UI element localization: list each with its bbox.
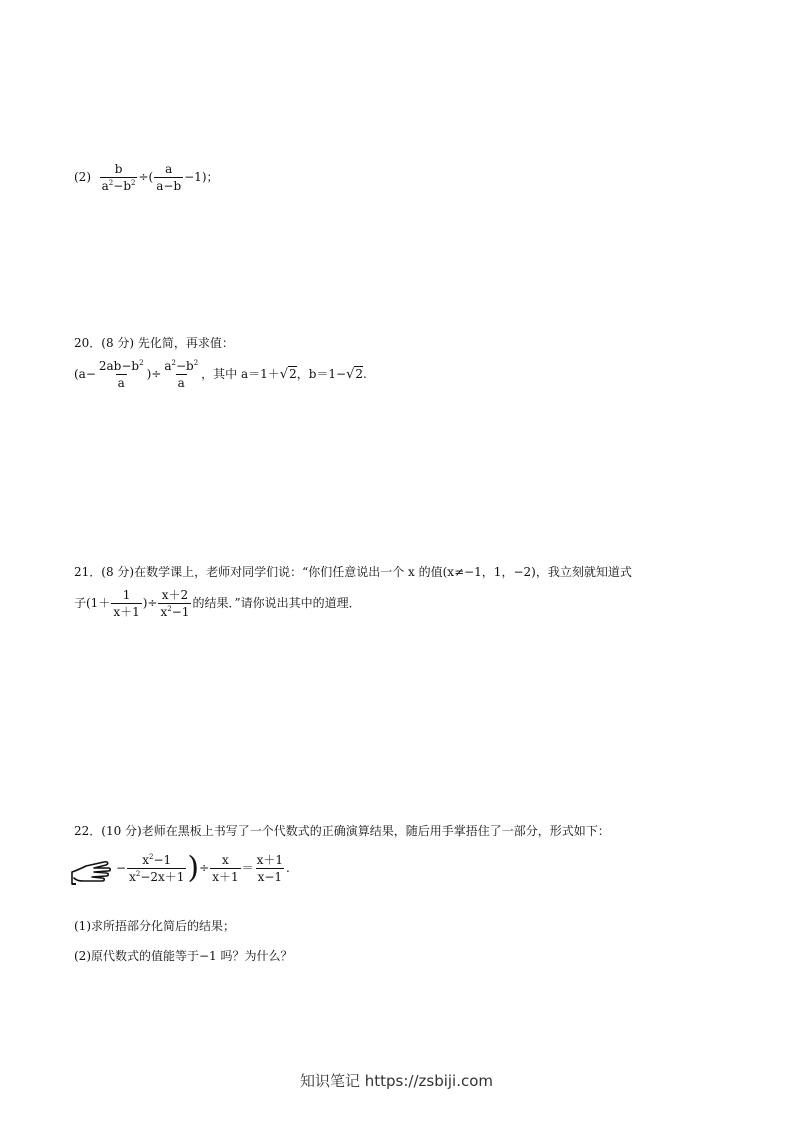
q19-part2-label: (2) [74,170,91,184]
sqrt-symbol: √ [279,367,289,382]
q21-fraction-2: $\frac{x+2}{x^2-1}$ [160,588,190,619]
page-footer: 知识笔记 https://zsbiji.com [299,1072,494,1090]
q19-fraction-2: $\frac{a}{a-b}$ [156,162,182,193]
q22-stem: 22．(10 分)老师在黑板上书写了一个代数式的正确演算结果，随后用手掌捂住了一部分，形式如下： [74,824,610,838]
q22-fraction-3: $\frac{x+1}{x-1}$ [256,853,284,884]
q21-fraction-1: $\frac{1}{x+1}$ [113,588,140,619]
q22-subquestion-2: (2)原代数式的值能等于−1 吗？为什么？ [74,949,293,963]
sqrt-symbol: √ [346,367,355,382]
q21-line1: 21．(8 分)在数学课上，老师对同学们说：“你们任意说出一个 x 的值(x≠−1，1，−2)，我立刻就知道式 [74,565,632,579]
q22-fraction-2: $\frac{x}{x+1}$ [212,853,239,884]
close-paren: ) [187,850,200,886]
q19-fraction-1: $\frac{b}{a^2-b^2}$ [101,162,136,193]
q22-subquestion-1: (1)求所捂部分化简后的结果； [74,919,235,933]
hand-covering-icon [68,850,112,888]
q20-fraction-2: $\frac{a^2-b^2}{a}$ [164,359,199,390]
q20-fraction-1: $\frac{2ab-b^2}{a}$ [98,359,144,390]
q22-fraction-1: $\frac{x^2-1}{x^2-2x+1}$ [129,853,185,884]
q22-expression: − $\frac{x^2-1}{x^2-2x+1}$ )÷ $\frac{x}{x+1}$ ＝ $\frac{x+1}{x-1}$ . [116,850,290,886]
q21-line2: 子(1＋ $\frac{1}{x+1}$ )÷ $\frac{x+2}{x^2-1}$ 的结果．”请你说出其中的道理． [74,588,361,619]
q20-expression: (a− $\frac{2ab-b^2}{a}$ )÷ $\frac{a^2-b^2}{a}$ ，其中 a＝1＋√2，b＝1−√2. [74,359,367,390]
q22-hand-image [68,850,112,888]
q19-part2-expression: (2) $\frac{b}{a^2-b^2}$ ÷( $\frac{a}{a-b}$ −1)； [74,162,219,193]
q20-stem: 20．(8 分) 先化简，再求值： [74,336,234,350]
